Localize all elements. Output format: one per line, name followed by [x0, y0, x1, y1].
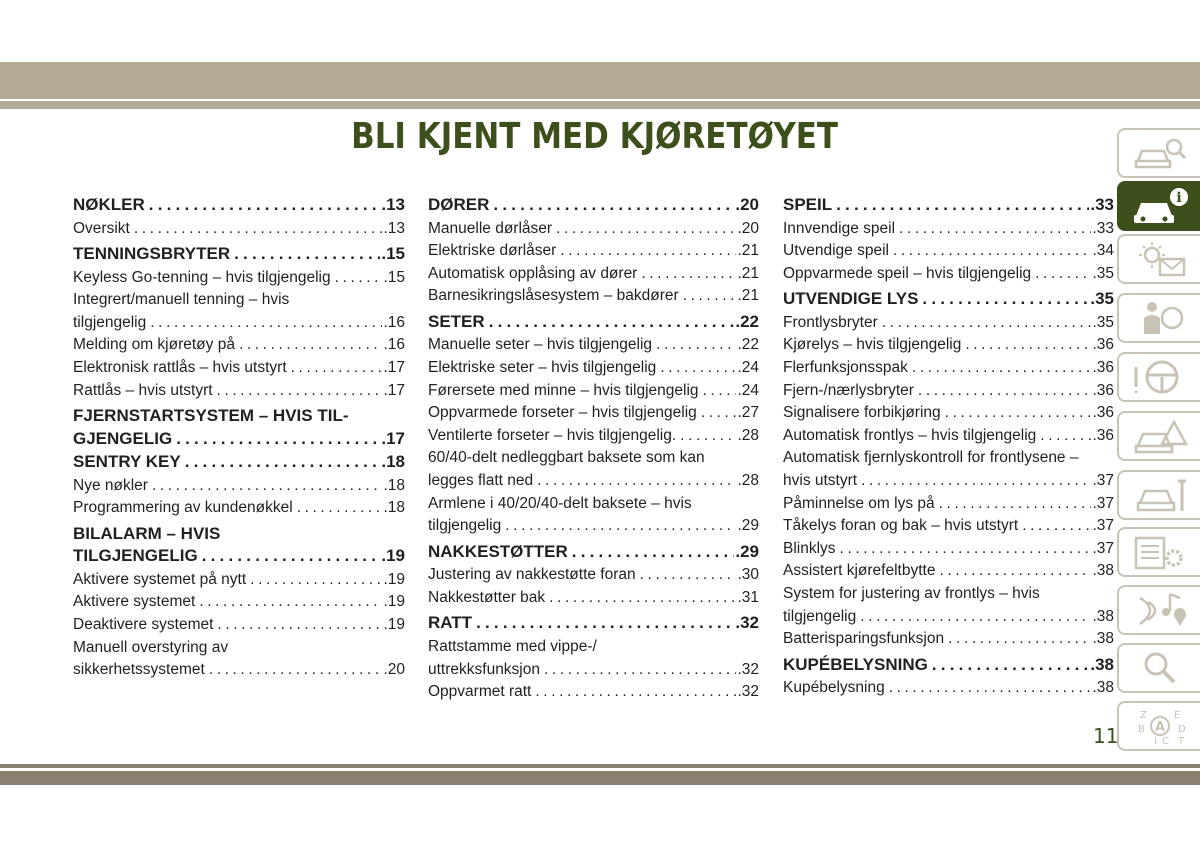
toc-entry[interactable]	[783, 380, 1114, 403]
toc-entry-page: .19	[381, 546, 405, 566]
toc-entry-label: RATT	[428, 613, 473, 633]
car-magnifier-icon	[1130, 133, 1190, 173]
toc-entry-page: .33	[1092, 219, 1114, 237]
toc-entry-page: .18	[381, 452, 405, 472]
toc-entry-label: Programmering av kundenøkkel	[73, 499, 293, 517]
dot-leader	[556, 218, 736, 241]
toc-entry-page: .20	[735, 195, 759, 214]
dot-leader	[505, 515, 736, 538]
svg-text:D: D	[1177, 724, 1186, 735]
toc-entry-page: .32	[737, 683, 759, 701]
toc-entry-page: .18	[383, 499, 405, 517]
toc-entry-label: Aktivere systemet	[73, 593, 196, 611]
toc-entry-label: sikkerhetssystemet	[73, 661, 205, 679]
toc-entry[interactable]	[428, 402, 759, 425]
toc-entry[interactable]	[783, 560, 1114, 583]
toc-entry-label: Signalisere forbikjøring	[783, 404, 941, 422]
toc-entry[interactable]	[428, 636, 759, 681]
dot-leader	[965, 334, 1091, 357]
toc-entry-label: Påminnelse om lys på	[783, 494, 935, 512]
toc-entry[interactable]	[73, 380, 405, 403]
toc-entry-label: UTVENDIGE LYS	[783, 289, 919, 309]
dot-leader	[683, 285, 737, 308]
toc-entry-page: .33	[1090, 195, 1114, 214]
dot-leader	[217, 380, 383, 403]
toc-entry-label: Ventilerte forseter – hvis tilgjengelig.	[428, 426, 677, 444]
toc-entry-page: .18	[383, 476, 405, 494]
dot-leader	[202, 545, 381, 568]
toc-entry[interactable]	[783, 583, 1114, 628]
toc-entry-label: Oppvarmede speil – hvis tilgjengelig	[783, 264, 1032, 282]
toc-entry-page: .37	[1092, 494, 1114, 512]
footer-rule	[0, 764, 1200, 768]
toc-entry-label-line1: Rattstamme med vippe-/	[428, 637, 597, 655]
toc-entry-label: KUPÉBELYSNING	[783, 654, 928, 674]
toc-entry[interactable]	[73, 591, 405, 614]
toc-entry[interactable]	[783, 515, 1114, 538]
toc-entry-page: .29	[737, 517, 759, 535]
dot-leader	[640, 564, 737, 587]
toc-entry-page: .15	[383, 268, 405, 286]
toc-entry[interactable]	[783, 677, 1114, 700]
toc-entry[interactable]	[428, 425, 759, 448]
toc-entry[interactable]	[783, 312, 1114, 335]
dot-leader	[150, 312, 382, 335]
toc-entry-page: .17	[383, 358, 405, 376]
toc-entry[interactable]	[73, 267, 405, 290]
car-info-icon	[1130, 186, 1190, 226]
dot-leader	[703, 380, 737, 403]
toc-entry[interactable]	[428, 263, 759, 286]
toc-entry-page: .17	[381, 428, 405, 448]
toc-entry-label-line1: Automatisk fjernlyskontroll for frontlysene –	[783, 449, 1079, 467]
toc-entry-label: Elektriske dørlåser	[428, 242, 557, 260]
toc-entry-page: .20	[383, 661, 405, 679]
toc-entry-page: .38	[1092, 607, 1114, 625]
toc-entry-page: .22	[737, 336, 759, 354]
toc-entry-label: Keyless Go-tenning – hvis tilgjengelig	[73, 268, 331, 286]
chapter-tab[interactable]	[1117, 411, 1200, 461]
toc-entry[interactable]	[73, 475, 405, 498]
toc-entry-page: .31	[737, 588, 759, 606]
dot-leader	[185, 451, 381, 474]
toc-section-heading[interactable]	[783, 654, 1114, 677]
toc-entry-label: tilgjengelig	[783, 607, 857, 625]
svg-text:I: I	[1153, 736, 1157, 746]
toc-entry-label: Elektriske seter – hvis tilgjengelig	[428, 358, 657, 376]
dot-leader	[549, 587, 736, 610]
toc-entry[interactable]	[783, 447, 1114, 492]
chapter-tab[interactable]	[1117, 527, 1200, 577]
toc-entry-label-line1: Integrert/manuell tenning – hvis	[73, 291, 290, 309]
dot-leader	[932, 654, 1090, 677]
toc-entry-label: Oppvarmede forseter – hvis tilgjengelig	[428, 404, 697, 422]
toc-entry[interactable]	[783, 493, 1114, 516]
toc-section-heading[interactable]	[428, 194, 759, 217]
toc-entry-label: uttrekksfunksjon	[428, 660, 540, 678]
toc-entry-page: .38	[1090, 654, 1114, 674]
toc-entry[interactable]	[428, 447, 759, 492]
search-magnifier-icon	[1130, 648, 1190, 688]
dot-leader	[250, 569, 382, 592]
dot-leader	[899, 218, 1091, 241]
toc-entry-label-line1: Armlene i 40/20/40-delt baksete – hvis	[428, 494, 692, 512]
footer-band	[0, 771, 1200, 785]
toc-entry-label: Aktivere systemet på nytt	[73, 570, 247, 588]
toc-entry-label: Frontlysbryter	[783, 313, 878, 331]
toc-entry[interactable]	[73, 357, 405, 380]
toc-entry-page: .15	[381, 244, 405, 264]
dot-leader	[199, 591, 382, 614]
toc-entry-label: hvis utstyrt	[783, 471, 858, 489]
dot-leader	[1040, 425, 1091, 448]
chapter-tab[interactable]	[1117, 643, 1200, 693]
toc-entry[interactable]	[73, 497, 405, 520]
steering-wheel-icon	[1130, 357, 1190, 397]
toc-column-1	[73, 193, 405, 682]
toc-entry-page: .30	[737, 566, 759, 584]
toc-entry-page: .19	[383, 593, 405, 611]
toc-entry-label: NAKKESTØTTER	[428, 541, 568, 561]
dot-leader	[922, 288, 1089, 311]
toc-entry-label: NØKLER	[73, 195, 145, 214]
toc-entry-page: .24	[737, 381, 759, 399]
toc-entry-label: Oppvarmet ratt	[428, 683, 532, 701]
chapter-tab[interactable]	[1117, 234, 1200, 284]
chapter-tab[interactable]	[1117, 352, 1200, 402]
toc-entry-page: .35	[1092, 313, 1114, 331]
toc-entry-page: .36	[1092, 404, 1114, 422]
dot-leader	[234, 243, 380, 266]
dot-leader	[560, 240, 736, 263]
toc-entry-label: Rattlås – hvis utstyrt	[73, 381, 213, 399]
toc-entry[interactable]	[783, 218, 1114, 241]
toc-entry-label: Manuelle dørlåser	[428, 219, 553, 237]
toc-entry-page: .37	[1092, 517, 1114, 535]
chapter-tab[interactable]	[1117, 293, 1200, 343]
toc-entry-page: .20	[737, 219, 759, 237]
dot-leader	[535, 681, 736, 704]
dot-leader	[335, 267, 383, 290]
toc-entry-label: Tåkelys foran og bak – hvis utstyrt	[783, 517, 1019, 535]
toc-section-heading[interactable]	[73, 451, 405, 474]
airbag-person-icon	[1130, 298, 1190, 338]
toc-entry-label: TENNINGSBRYTER	[73, 244, 231, 264]
toc-entry-label-line1: System for justering av frontlys – hvis	[783, 584, 1040, 602]
dot-leader	[217, 614, 382, 637]
dot-leader	[680, 425, 736, 448]
dot-leader	[948, 628, 1091, 651]
dot-leader	[912, 357, 1092, 380]
toc-entry-page: .36	[1092, 358, 1114, 376]
dot-leader	[1035, 263, 1091, 286]
toc-entry-page: .36	[1092, 426, 1114, 444]
toc-entry[interactable]	[428, 334, 759, 357]
toc-entry-label: Utvendige speil	[783, 242, 889, 260]
toc-entry-page: .36	[1092, 381, 1114, 399]
toc-entry[interactable]	[428, 681, 759, 704]
toc-entry-page: .21	[737, 242, 759, 260]
toc-entry-label: Kjørelys – hvis tilgjengelig	[783, 336, 962, 354]
toc-entry[interactable]	[783, 240, 1114, 263]
toc-entry-page: .32	[735, 613, 759, 633]
toc-column-3	[783, 193, 1114, 700]
svg-text:T: T	[1177, 736, 1184, 746]
dot-leader	[861, 470, 1091, 493]
toc-entry-page: .19	[383, 570, 405, 588]
dot-leader	[152, 475, 383, 498]
dot-leader	[572, 541, 735, 564]
toc-entry[interactable]	[428, 240, 759, 263]
toc-entry-page: .38	[1092, 679, 1114, 697]
toc-entry-label: SPEIL	[783, 195, 833, 214]
toc-entry-page: .38	[1092, 562, 1114, 580]
svg-text:E: E	[1173, 710, 1180, 721]
toc-entry-label: Kupébelysning	[783, 679, 885, 697]
dot-leader	[939, 560, 1091, 583]
toc-entry[interactable]	[428, 357, 759, 380]
header-rule	[0, 101, 1200, 109]
toc-entry-label: Melding om kjøretøy på	[73, 336, 235, 354]
toc-entry-page: .29	[735, 541, 759, 561]
toc-entry-label: GJENGELIG	[73, 428, 173, 448]
toc-entry-label: Innvendige speil	[783, 219, 896, 237]
dot-leader	[701, 402, 737, 425]
toc-section-heading[interactable]	[428, 311, 759, 334]
toc-section-heading[interactable]	[428, 541, 759, 564]
dot-leader	[641, 263, 736, 286]
toc-section-heading[interactable]	[428, 612, 759, 635]
toc-entry-label: Assistert kjørefeltbytte	[783, 562, 936, 580]
toc-entry[interactable]	[73, 614, 405, 637]
page-title: BLI KJENT MED KJØRETØYET	[351, 116, 839, 157]
toc-entry-label: Automatisk opplåsing av dører	[428, 264, 638, 282]
toc-entry-label: Justering av nakkestøtte foran	[428, 566, 636, 584]
toc-entry-label: tilgjengelig	[73, 313, 147, 331]
dot-leader	[918, 380, 1092, 403]
toc-entry[interactable]	[73, 334, 405, 357]
toc-entry-page: .32	[737, 660, 759, 678]
toc-entry[interactable]	[783, 263, 1114, 286]
dot-leader	[889, 677, 1092, 700]
dot-leader	[476, 612, 734, 635]
dot-leader	[209, 659, 383, 682]
dot-leader	[836, 194, 1089, 217]
toc-entry[interactable]	[73, 218, 405, 241]
toc-entry[interactable]	[428, 380, 759, 403]
chapter-tab[interactable]	[1117, 128, 1200, 178]
toc-entry[interactable]	[428, 285, 759, 308]
toc-entry[interactable]	[783, 425, 1114, 448]
toc-entry-page: .19	[383, 616, 405, 634]
toc-entry-label: Nye nøkler	[73, 476, 148, 494]
dot-leader	[149, 194, 381, 217]
svg-text:Z: Z	[1139, 710, 1147, 721]
toc-entry[interactable]	[428, 587, 759, 610]
media-location-icon	[1130, 590, 1190, 630]
chapter-tab[interactable]	[1117, 701, 1200, 751]
dot-leader	[945, 402, 1092, 425]
toc-entry[interactable]	[428, 564, 759, 587]
dot-leader	[134, 218, 383, 241]
toc-section-heading[interactable]	[73, 194, 405, 217]
toc-entry-label-line1: 60/40-delt nedleggbart baksete som kan	[428, 449, 705, 467]
toc-section-heading[interactable]	[783, 288, 1114, 311]
dot-leader	[660, 357, 736, 380]
toc-entry-label-line1: Manuell overstyring av	[73, 638, 229, 656]
toc-entry-label: SENTRY KEY	[73, 452, 181, 472]
dot-leader	[537, 470, 736, 493]
dot-leader	[939, 493, 1092, 516]
toc-entry-page: .17	[383, 381, 405, 399]
toc-section-heading[interactable]	[783, 194, 1114, 217]
car-warning-triangle-icon	[1130, 416, 1190, 456]
toc-entry[interactable]	[783, 357, 1114, 380]
dot-leader	[493, 194, 734, 217]
toc-entry-label: Flerfunksjonsspak	[783, 358, 908, 376]
warning-light-message-icon	[1130, 239, 1190, 279]
settings-gears-icon	[1130, 532, 1190, 572]
toc-column-2	[428, 193, 759, 704]
svg-text:C: C	[1161, 736, 1169, 746]
toc-entry-page: .35	[1090, 289, 1114, 309]
toc-entry-label: SETER	[428, 311, 485, 331]
toc-entry-label-line1: FJERNSTARTSYSTEM – HVIS TIL-	[73, 406, 349, 426]
toc-entry-page: .35	[1092, 264, 1114, 282]
dot-leader	[882, 312, 1092, 335]
dot-leader	[297, 497, 383, 520]
toc-entry-page: .21	[737, 287, 759, 305]
toc-entry-label: legges flatt ned	[428, 471, 534, 489]
chapter-tab[interactable]	[1117, 181, 1200, 231]
toc-entry-label: TILGJENGELIG	[73, 546, 198, 566]
dot-leader	[176, 428, 380, 451]
toc-section-heading[interactable]	[73, 243, 405, 266]
toc-entry-label: Oversikt	[73, 219, 130, 237]
toc-entry-page: .28	[737, 471, 759, 489]
toc-entry-page: .16	[383, 336, 405, 354]
header-band	[0, 62, 1200, 99]
svg-text:B: B	[1137, 724, 1145, 735]
toc-entry[interactable]	[783, 538, 1114, 561]
toc-entry-label: Elektronisk rattlås – hvis utstyrt	[73, 358, 287, 376]
toc-entry-label: DØRER	[428, 195, 490, 214]
toc-entry-label: Blinklys	[783, 539, 836, 557]
toc-entry-page: .37	[1092, 539, 1114, 557]
toc-entry-page: .16	[383, 313, 405, 331]
toc-entry-label: Manuelle seter – hvis tilgjengelig	[428, 336, 653, 354]
toc-entry[interactable]	[73, 289, 405, 334]
toc-section-heading[interactable]	[73, 523, 405, 568]
toc-entry-page: .34	[1092, 242, 1114, 260]
toc-entry[interactable]	[783, 402, 1114, 425]
chapter-tab[interactable]	[1117, 470, 1200, 520]
toc-entry-page: .22	[735, 311, 759, 331]
toc-entry[interactable]	[73, 569, 405, 592]
toc-entry-label: Nakkestøtter bak	[428, 588, 546, 606]
toc-entry[interactable]	[783, 628, 1114, 651]
toc-entry-page: .36	[1092, 336, 1114, 354]
toc-entry[interactable]	[428, 218, 759, 241]
toc-entry-label: Batterisparingsfunksjon	[783, 630, 945, 648]
toc-entry-page: .24	[737, 358, 759, 376]
car-service-icon	[1130, 475, 1190, 515]
dot-leader	[1022, 515, 1091, 538]
toc-entry-page: .38	[1092, 630, 1114, 648]
toc-entry-label-line1: BILALARM – HVIS	[73, 523, 221, 543]
toc-entry-label: Førersete med minne – hvis tilgjengelig	[428, 381, 699, 399]
toc-entry-page: .21	[737, 264, 759, 282]
toc-section-heading[interactable]	[73, 405, 405, 450]
dot-leader	[489, 311, 735, 334]
page-number: 11	[1093, 724, 1119, 748]
toc-entry-page: .28	[737, 426, 759, 444]
toc-entry-page: .13	[383, 219, 405, 237]
svg-text:i: i	[1175, 190, 1182, 206]
dot-leader	[544, 659, 736, 682]
dot-leader	[656, 334, 736, 357]
svg-text:A: A	[1154, 720, 1165, 735]
language-letters-icon	[1130, 706, 1190, 746]
dot-leader	[893, 240, 1091, 263]
toc-entry-label: Barnesikringslåsesystem – bakdører	[428, 287, 679, 305]
toc-entry-label: tilgjengelig	[428, 517, 502, 535]
toc-entry[interactable]	[73, 637, 405, 682]
toc-entry[interactable]	[783, 334, 1114, 357]
dot-leader	[291, 357, 383, 380]
dot-leader	[840, 538, 1092, 561]
chapter-tab[interactable]	[1117, 585, 1200, 635]
toc-entry-label: Automatisk frontlys – hvis tilgjengelig	[783, 426, 1037, 444]
toc-entry-label: Fjern-/nærlysbryter	[783, 381, 914, 399]
toc-entry-page: .13	[381, 195, 405, 214]
dot-leader	[860, 606, 1091, 629]
toc-entry-label: Deaktivere systemet	[73, 616, 214, 634]
toc-entry[interactable]	[428, 493, 759, 538]
toc-entry-page: .27	[737, 404, 759, 422]
dot-leader	[239, 334, 382, 357]
toc-entry-page: .37	[1092, 471, 1114, 489]
